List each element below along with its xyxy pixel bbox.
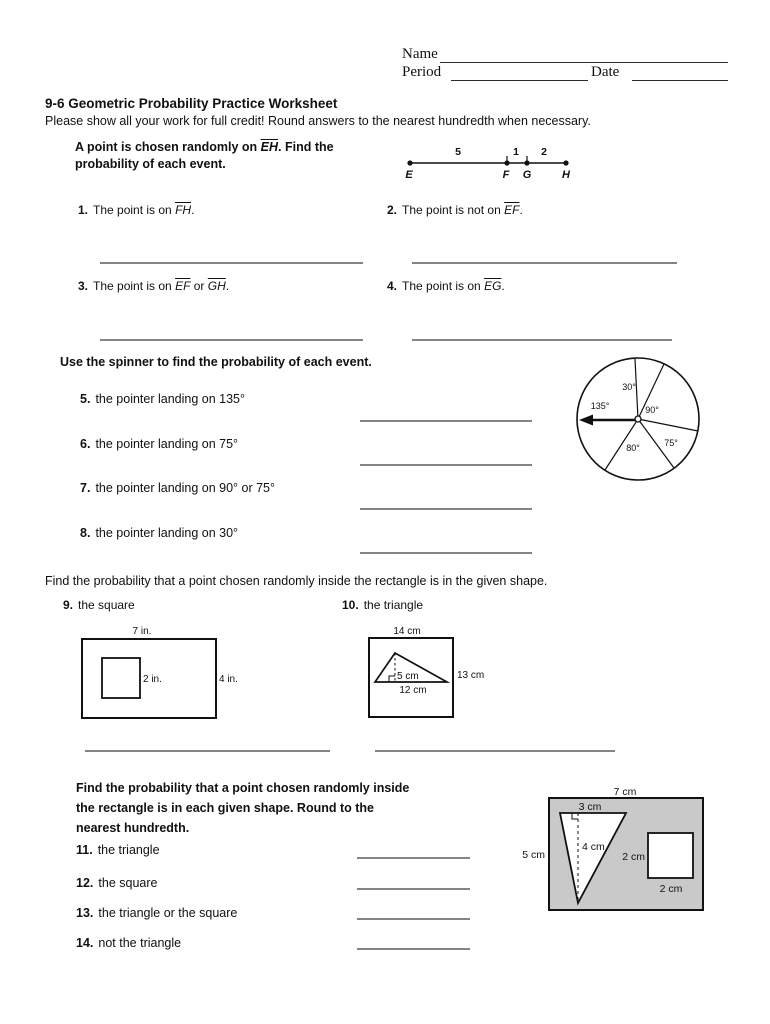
question-5	[80, 392, 245, 406]
sector-label-75: 75°	[664, 438, 678, 448]
answer-line-4	[412, 339, 672, 341]
answer-line-10	[375, 750, 615, 752]
answer-line-2	[412, 262, 677, 264]
shaded-heading-line-2: the rectangle is in each given shape. Round to the	[76, 801, 374, 815]
point-E-label: E	[405, 169, 413, 181]
question-number: 9.	[63, 598, 74, 612]
answer-line-3	[100, 339, 363, 341]
question-number: 5.	[80, 392, 91, 406]
rect9-width-label: 7 in.	[132, 626, 152, 637]
period-label: Period	[402, 64, 442, 80]
question-text: the pointer landing on 30°	[95, 526, 239, 540]
segment-name: $\overline{FH}$	[175, 203, 192, 217]
question-7	[80, 481, 275, 495]
question-6	[80, 437, 238, 451]
question-10	[342, 598, 423, 612]
question-text: the triangle or the square	[98, 906, 238, 920]
shaded-rect-top-label: 7 cm	[613, 786, 637, 798]
question-13	[76, 906, 237, 920]
page-title: 9-6 Geometric Probability Practice Worksheet	[45, 96, 338, 111]
sector-line-3	[638, 419, 698, 431]
question-number: 3.	[78, 279, 89, 293]
spinner-center-dot	[635, 416, 641, 422]
question-text: .	[191, 203, 195, 217]
point-F-dot	[504, 160, 509, 165]
question-text: the square	[98, 876, 158, 890]
spinner-diagram	[575, 356, 703, 484]
distance-GH: 2	[541, 146, 547, 158]
triangle-in-rectangle-diagram	[360, 620, 500, 725]
shaded-heading	[76, 778, 409, 838]
segment-prompt-line-2: probability of each event.	[75, 157, 226, 171]
triangle-top-label: 3 cm	[578, 801, 602, 813]
question-number: 11.	[76, 843, 93, 857]
point-F-label: F	[502, 169, 510, 181]
prompt-text: . Find the	[278, 140, 334, 154]
rect9-height-label: 4 in.	[219, 674, 238, 685]
shaded-heading-line-1: Find the probability that a point chosen randomly inside	[76, 781, 410, 795]
question-number: 12.	[76, 876, 94, 890]
question-text: the triangle	[97, 843, 160, 857]
question-text: .	[501, 279, 505, 293]
name-blank-line	[440, 62, 728, 63]
white-square	[648, 833, 693, 878]
rect9-square	[102, 658, 140, 698]
distance-FG: 1	[513, 146, 519, 158]
question-12	[76, 876, 157, 890]
question-number: 10.	[342, 598, 359, 612]
segment-name: $\overline{EH}$	[260, 140, 279, 154]
spinner-heading: Use the spinner to find the probability of each event.	[60, 355, 372, 369]
triangle10-base-label: 12 cm	[399, 685, 427, 696]
answer-line-6	[360, 464, 532, 466]
answer-line-1	[100, 262, 363, 264]
question-text: The point is on	[402, 279, 485, 293]
question-number: 13.	[76, 906, 94, 920]
rectangle-heading: Find the probability that a point chosen randomly inside the rectangle is in the given shape.	[45, 574, 548, 588]
question-text: the pointer landing on 75°	[95, 437, 239, 451]
question-number: 6.	[80, 437, 91, 451]
prompt-text: A point is chosen randomly on	[75, 140, 261, 154]
point-E-dot	[407, 160, 412, 165]
question-text: the triangle	[363, 598, 424, 612]
point-G-dot	[524, 160, 529, 165]
shaded-heading-line-3: nearest hundredth.	[76, 821, 190, 835]
question-number: 7.	[80, 481, 91, 495]
square-left-label: 2 cm	[622, 851, 645, 863]
point-H-label: H	[562, 169, 570, 181]
question-2	[387, 203, 523, 217]
answer-line-8	[360, 552, 532, 554]
question-text: not the triangle	[98, 936, 182, 950]
question-8	[80, 526, 238, 540]
answer-line-11	[357, 857, 470, 859]
point-H-dot	[563, 160, 568, 165]
question-9	[63, 598, 135, 612]
answer-line-13	[357, 918, 470, 920]
answer-line-7	[360, 508, 532, 510]
segment-name: $\overline{EF}$	[504, 203, 520, 217]
answer-line-14	[357, 948, 470, 950]
question-text: the pointer landing on 90° or 75°	[95, 481, 276, 495]
question-text: .	[225, 279, 230, 293]
rect10-height-label: 13 cm	[457, 670, 485, 681]
triangle10-altitude-label: 5 cm	[397, 671, 419, 682]
answer-line-12	[357, 888, 470, 890]
right-angle-mark	[389, 676, 395, 682]
question-14	[76, 936, 181, 950]
question-text: the square	[78, 598, 135, 612]
question-text: .	[519, 203, 523, 217]
distance-EF: 5	[455, 146, 461, 158]
period-blank-line	[451, 80, 588, 81]
sector-label-90: 90°	[645, 405, 659, 415]
date-blank-line	[632, 80, 728, 81]
question-11	[76, 843, 160, 857]
segment-name: $\overline{EG}$	[484, 279, 502, 293]
question-text: the pointer landing on 135°	[95, 392, 245, 406]
point-G-label: G	[522, 169, 532, 181]
sector-label-135: 135°	[590, 401, 610, 411]
sector-label-80: 80°	[626, 443, 640, 453]
number-line-diagram	[400, 142, 580, 188]
question-text: The point is not on	[402, 203, 505, 217]
square9-side-label: 2 in.	[143, 674, 162, 685]
segment-name: $\overline{GH}$	[207, 279, 226, 293]
question-text: The point is on	[93, 279, 176, 293]
question-4	[387, 279, 505, 293]
sector-label-30: 30°	[622, 382, 636, 392]
segment-name: $\overline{EF}$	[175, 279, 191, 293]
answer-line-5	[360, 420, 532, 422]
rect10-width-label: 14 cm	[393, 626, 421, 637]
shaded-rectangle-diagram	[508, 780, 718, 920]
triangle-altitude-label: 4 cm	[582, 841, 605, 853]
question-number: 2.	[387, 203, 398, 217]
question-1	[78, 203, 194, 217]
square-in-rectangle-diagram	[75, 620, 255, 725]
question-number: 1.	[78, 203, 89, 217]
question-number: 14.	[76, 936, 94, 950]
instructions-text: Please show all your work for full credit! Round answers to the nearest hundredth when necessary.	[45, 114, 591, 128]
shaded-rect-left-label: 5 cm	[522, 849, 545, 861]
square-bottom-label: 2 cm	[659, 883, 683, 895]
question-3	[78, 279, 229, 293]
question-number: 4.	[387, 279, 398, 293]
spinner-arrowhead	[579, 415, 593, 426]
question-text: The point is on	[93, 203, 176, 217]
date-label: Date	[591, 64, 620, 80]
question-number: 8.	[80, 526, 91, 540]
answer-line-9	[85, 750, 330, 752]
question-text: or	[190, 279, 208, 293]
segment-prompt	[75, 139, 334, 173]
segment-prompt-line-1	[75, 139, 334, 156]
name-label: Name	[402, 46, 438, 62]
